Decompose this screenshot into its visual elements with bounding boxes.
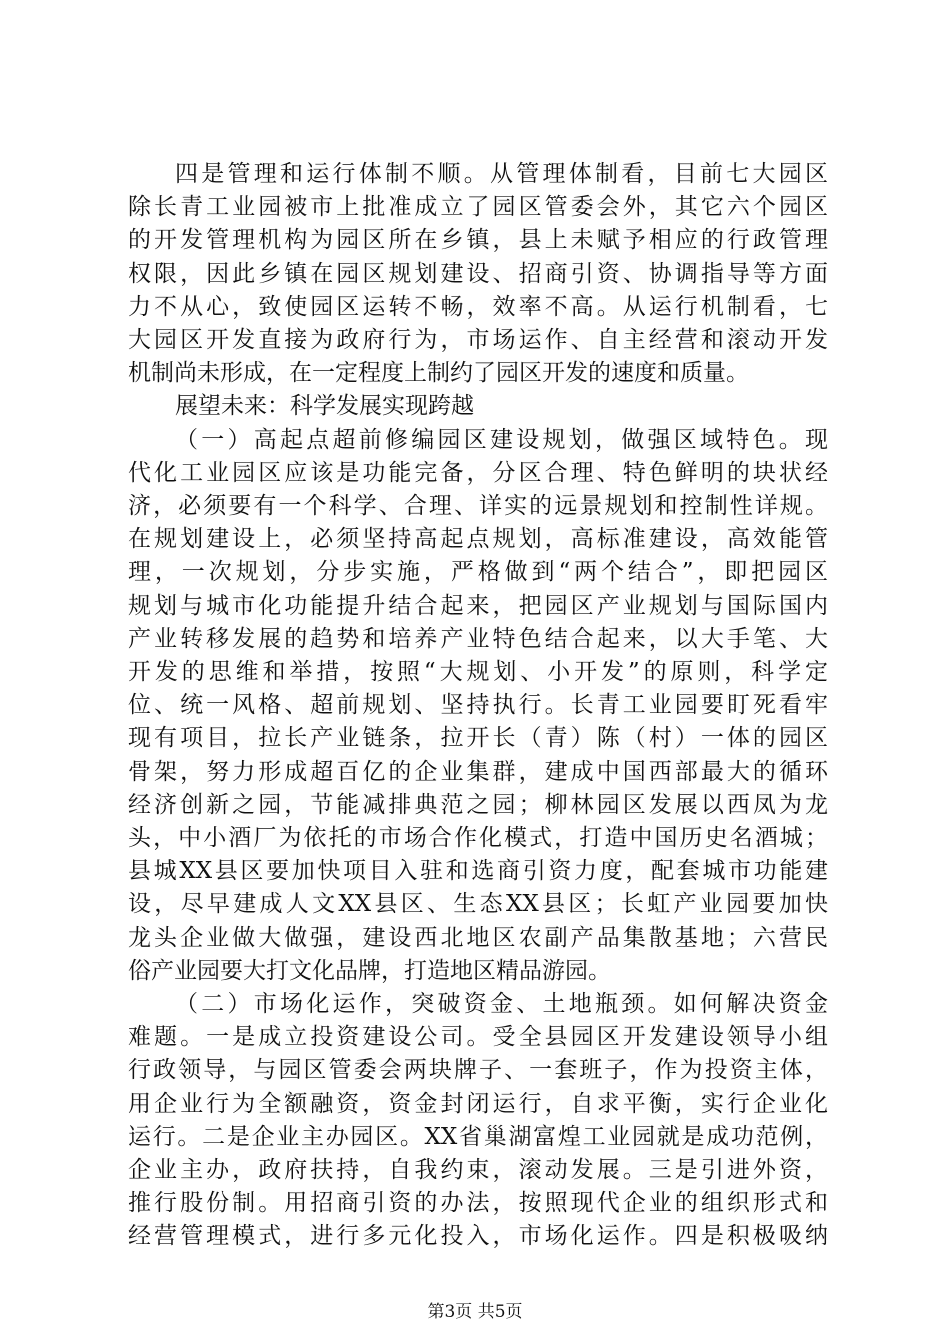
body-text-line: 产业转移发展的趋势和培养产业特色结合起来，以大手笔、大: [128, 625, 828, 652]
body-text-line: 理，一次规划，分步实施，严格做到“两个结合”，即把园区: [128, 559, 828, 586]
body-text-line: 企业主办，政府扶持，自我约束，滚动发展。三是引进外资，: [128, 1157, 828, 1183]
body-text-line: 推行股份制。用招商引资的办法，按照现代企业的组织形式和: [128, 1190, 828, 1217]
body-text-line: 除长青工业园被市上批准成立了园区管委会外，其它六个园区: [128, 194, 828, 221]
body-text-line: 俗产业园要大打文化品牌，打造地区精品游园。: [128, 957, 611, 984]
body-text-line: 在规划建设上，必须坚持高起点规划，高标准建设，高效能管: [128, 526, 828, 553]
body-text-line: 权限，因此乡镇在园区规划建设、招商引资、协调指导等方面: [128, 260, 828, 287]
body-text-line: 规划与城市化功能提升结合起来，把园区产业规划与国际国内: [128, 592, 828, 619]
body-text-line: 大园区开发直接为政府行为，市场运作、自主经营和滚动开发: [128, 327, 828, 353]
body-text-line: 位、统一风格、超前规划、坚持执行。长青工业园要盯死看牢: [128, 692, 828, 719]
body-text-line: 运行。二是企业主办园区。XX省巢湖富煌工业园就是成功范例，: [128, 1123, 828, 1150]
body-text-line: （一）高起点超前修编园区建设规划，做强区域特色。现: [175, 426, 828, 453]
body-text-line: （二）市场化运作，突破资金、土地瓶颈。如何解决资金: [175, 991, 828, 1017]
body-text-line: 现有项目，拉长产业链条，拉开长（青）陈（村）一体的园区: [128, 725, 828, 752]
body-text-line: 机制尚未形成，在一定程度上制约了园区开发的速度和质量。: [128, 360, 749, 387]
body-text-line: 龙头企业做大做强，建设西北地区农副产品集散基地；六营民: [128, 924, 828, 951]
body-text-line: 难题。一是成立投资建设公司。受全县园区开发建设领导小组: [128, 1024, 828, 1051]
body-text-line: 开发的思维和举措，按照“大规划、小开发”的原则，科学定: [128, 659, 828, 685]
body-text-line: 力不从心，致使园区运转不畅，效率不高。从运行机制看，七: [128, 293, 828, 320]
body-text-line: 的开发管理机构为园区所在乡镇，县上未赋予相应的行政管理: [128, 227, 828, 254]
body-text-line: 县城XX县区要加快项目入驻和选商引资力度，配套城市功能建: [128, 858, 828, 885]
page-footer: 第3页 共5页: [427, 1302, 523, 1322]
body-text-line: 用企业行为全额融资，资金封闭运行，自求平衡，实行企业化: [128, 1090, 828, 1117]
body-text-line: 四是管理和运行体制不顺。从管理体制看，目前七大园区: [175, 161, 828, 187]
body-text-line: 行政领导，与园区管委会两块牌子、一套班子，作为投资主体，: [128, 1057, 828, 1084]
body-text-line: 经营管理模式，进行多元化投入，市场化运作。四是积极吸纳: [128, 1223, 828, 1250]
section-heading: 展望未来：科学发展实现跨越: [175, 393, 474, 420]
body-text-line: 头，中小酒厂为依托的市场合作化模式，打造中国历史名酒城；: [128, 825, 828, 851]
body-text-line: 骨架，努力形成超百亿的企业集群，建成中国西部最大的循环: [128, 758, 828, 785]
body-text-line: 济，必须要有一个科学、合理、详实的远景规划和控制性详规。: [128, 493, 828, 519]
body-text-line: 设，尽早建成人文XX县区、生态XX县区；长虹产业园要加快: [128, 891, 828, 918]
body-text-line: 经济创新之园，节能减排典范之园；柳林园区发展以西凤为龙: [128, 791, 828, 818]
body-text-line: 代化工业园区应该是功能完备，分区合理、特色鲜明的块状经: [128, 459, 828, 486]
